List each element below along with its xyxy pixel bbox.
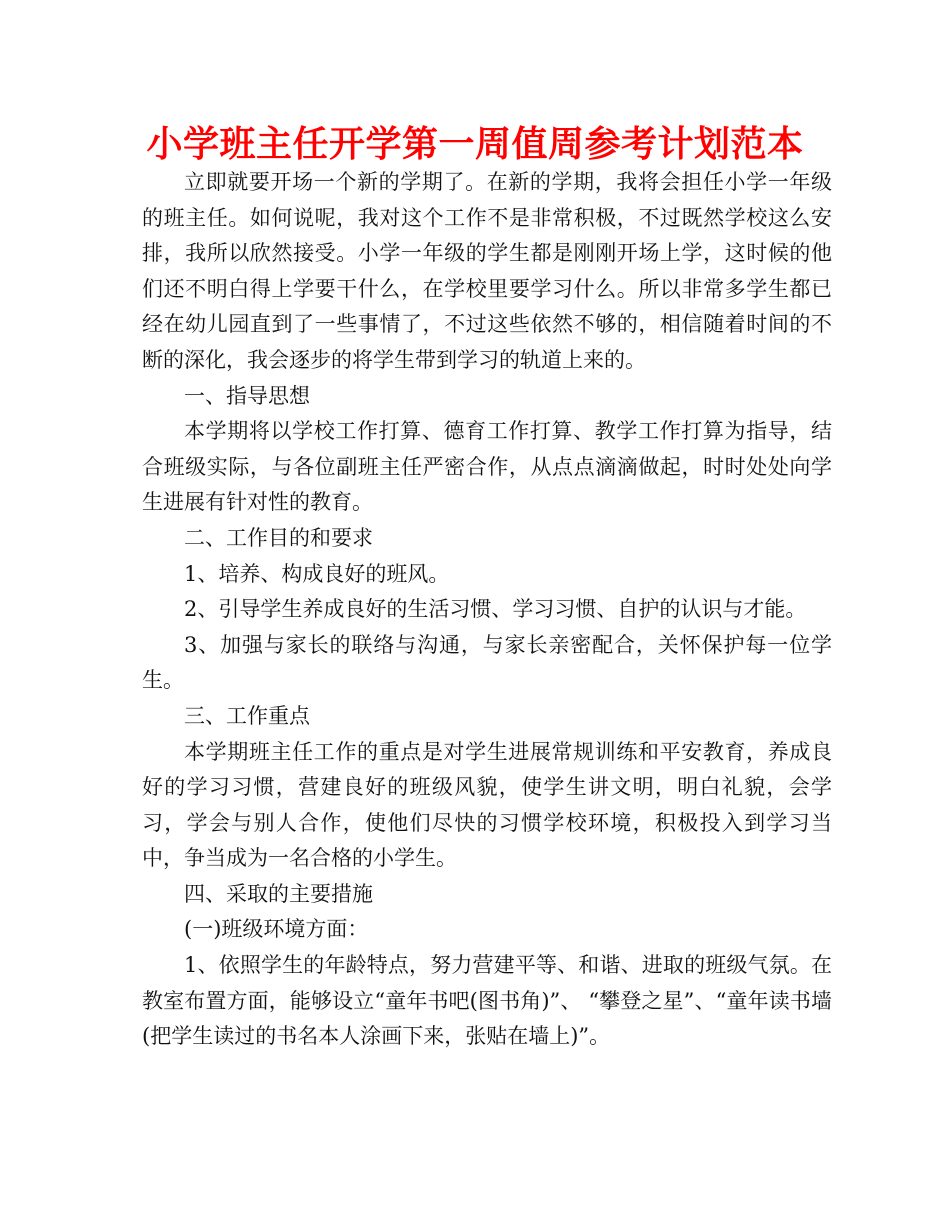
section-heading-key-work: 三、工作重点: [184, 703, 310, 728]
environment-item-1: 1、依照学生的年龄特点，努力营建平等、和谐、进取的班级气氛。在教室布置方面，能够设立“童年书吧(图书角)”、 “攀登之星”、“童年读书墙(把学生读过的书名本人涂画下来，张贴在墙上)”。: [142, 953, 832, 1049]
goal-item-1: 1、培养、构成良好的班风。: [184, 561, 450, 586]
goal-item-2: 2、引导学生养成良好的生活习惯、学习习惯、自护的认识与才能。: [184, 597, 807, 622]
intro-paragraph: 立即就要开场一个新的学期了。在新的学期，我将会担任小学一年级的班主任。如何说呢，我对这个工作不是非常积极，不过既然学校这么安排，我所以欣然接受。小学一年级的学生都是刚刚开场上学，这时候的他们还不明白得上学要干什么，在学校里要学习什么。所以非常多学生都已经在幼儿园直到了一些事情了，不过这些依然不够的，相信随着时间的不断的深化，我会逐步的将学生带到学习的轨道上来的。: [142, 170, 832, 372]
guiding-ideology-paragraph: 本学期将以学校工作打算、德育工作打算、教学工作打算为指导，结合班级实际，与各位副班主任严密合作，从点点滴滴做起，时时处处向学生进展有针对性的教育。: [142, 419, 832, 515]
section-heading-measures: 四、采取的主要措施: [184, 881, 373, 906]
document-title: 小学班主任开学第一周值周参考计划范本: [146, 124, 804, 165]
section-heading-guiding-ideology: 一、指导思想: [184, 383, 310, 408]
goal-item-3: 3、加强与家长的联络与沟通，与家长亲密配合，关怀保护每一位学生。: [142, 632, 832, 693]
section-heading-goals: 二、工作目的和要求: [184, 525, 373, 550]
subsection-heading-environment: (一)班级环境方面：: [184, 917, 369, 942]
key-work-paragraph: 本学期班主任工作的重点是对学生进展常规训练和平安教育，养成良好的学习习惯，营建良好的班级风貌，使学生讲文明，明白礼貌，会学习，学会与别人合作，使他们尽快的习惯学校环境，积极投入到学习当中，争当成为一名合格的小学生。: [142, 739, 832, 871]
document-body: [142, 165, 832, 1055]
